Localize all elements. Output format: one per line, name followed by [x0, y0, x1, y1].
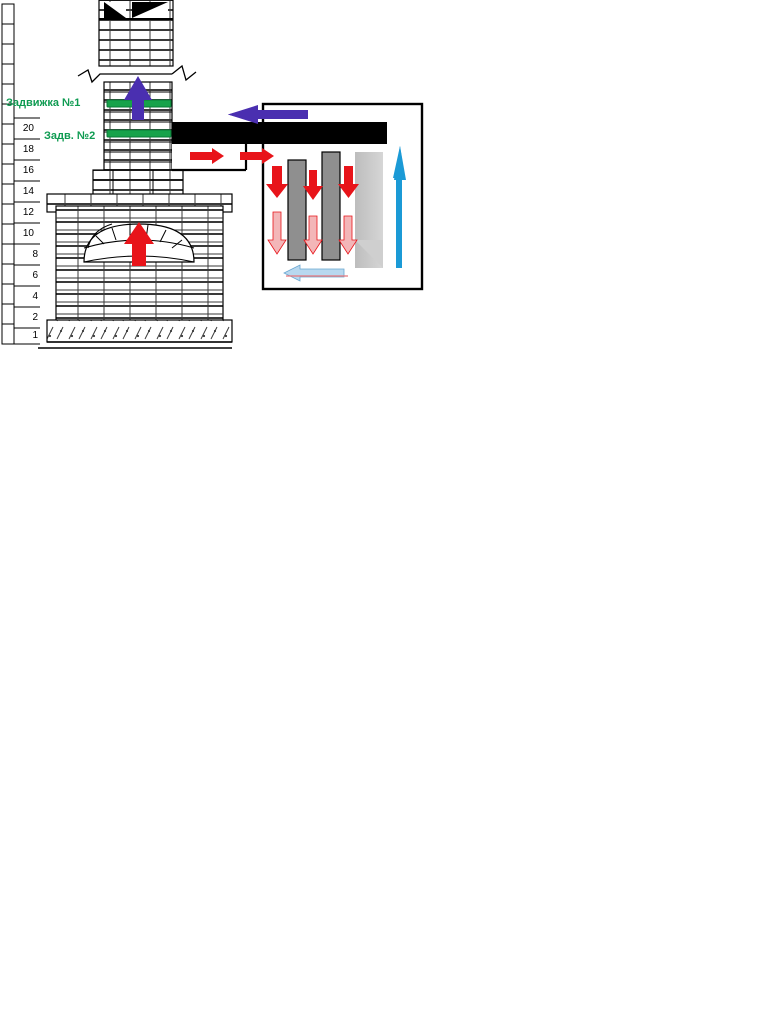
- valve-1-label: Задвижка №1: [6, 97, 81, 109]
- scale-tick-1: 1: [32, 330, 38, 341]
- scale-tick-4: 4: [32, 291, 38, 302]
- scale-tick-16: 16: [22, 165, 34, 176]
- scale-tick-6: 6: [32, 270, 38, 281]
- valve-2-label: Задв. №2: [44, 130, 96, 142]
- chimney-top-segment: [99, 0, 173, 66]
- scale-tick-14: 14: [22, 186, 34, 197]
- valve-2[interactable]: [107, 130, 171, 137]
- scale-tick-20: 20: [22, 123, 34, 134]
- scale-tick-12: 12: [22, 207, 34, 218]
- scale-tick-2: 2: [32, 312, 38, 323]
- scale-tick-18: 18: [22, 144, 34, 155]
- chimney-corbel: [93, 170, 183, 196]
- scale-tick-10: 10: [22, 228, 34, 239]
- firebox: [38, 194, 232, 348]
- scale-tick-8: 8: [32, 249, 38, 260]
